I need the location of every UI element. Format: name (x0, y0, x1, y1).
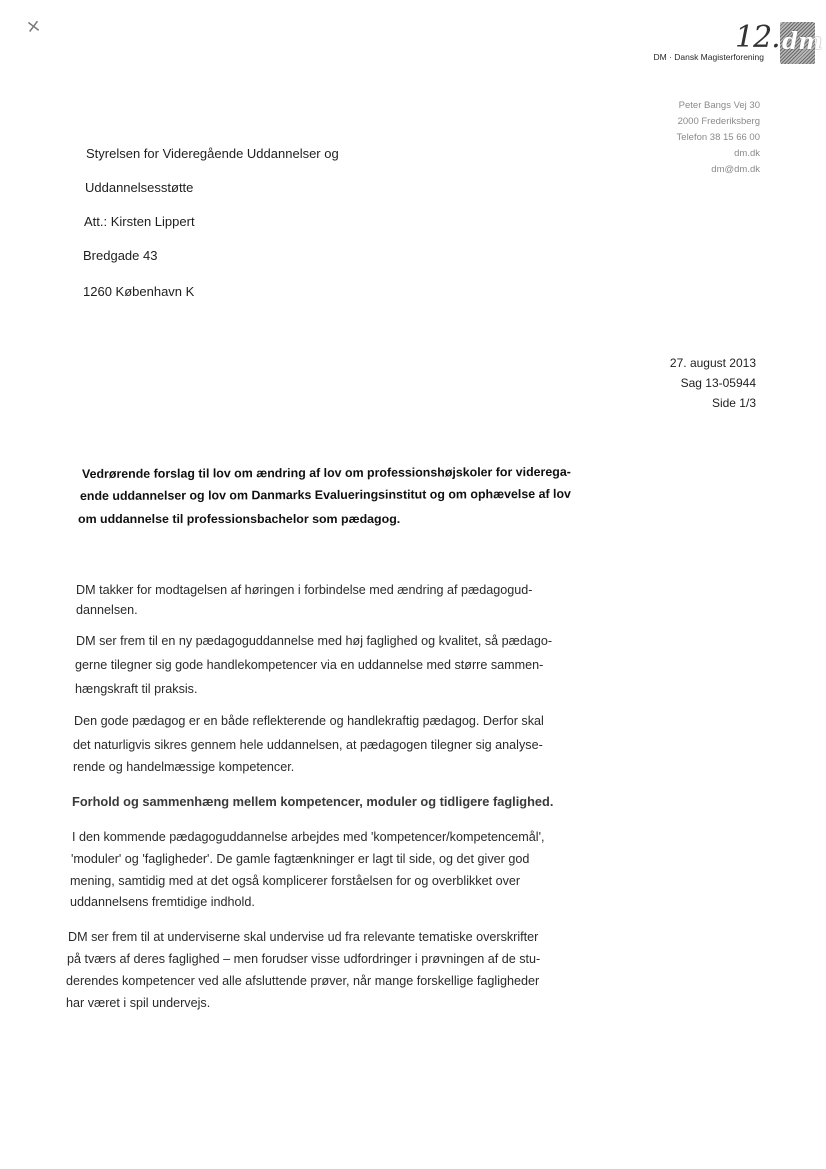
paragraph-line: gerne tilegner sig gode handlekompetencer via en uddannelse med større sammen- (75, 658, 544, 672)
paragraph-line: på tværs af deres faglighed – men forudser visse udfordringer i prøvningen af de stu- (67, 952, 541, 966)
section-heading: Forhold og sammenhæng mellem kompetencer, moduler og tidligere faglighed. (72, 794, 554, 809)
dm-logo-icon (780, 22, 823, 64)
address-city: 2000 Frederiksberg (677, 116, 760, 127)
address-street: Peter Bangs Vej 30 (678, 100, 760, 111)
handwritten-page-number: 12. (735, 20, 780, 55)
paragraph-line: I den kommende pædagoguddannelse arbejdes med 'kompetencer/kompetencemål', (72, 830, 545, 844)
recipient-line: Bredgade 43 (83, 248, 158, 263)
sender-address (677, 98, 760, 178)
recipient-line: Att.: Kirsten Lippert (84, 214, 195, 229)
paragraph-line: DM ser frem til en ny pædagoguddannelse med høj faglighed og kvalitet, så pædago- (76, 634, 553, 648)
address-website: dm.dk (734, 148, 760, 159)
recipient-line: 1260 København K (83, 284, 195, 299)
paragraph-line: 'moduler' og 'fagligheder'. De gamle fagtænkninger er lagt til side, og det giver god (71, 852, 530, 866)
paragraph-line: DM ser frem til at underviserne skal undervise ud fra relevante tematiske overskrifter (68, 930, 539, 944)
paragraph-line: har været i spil undervejs. (66, 996, 211, 1010)
paragraph-line: DM takker for modtagelsen af høringen i forbindelse med ændring af pædagogud- (76, 583, 533, 597)
case-number: Sag 13-05944 (680, 376, 756, 390)
logo-text: dm (782, 28, 823, 55)
organization-name: DM · Dansk Magisterforening (653, 52, 764, 62)
paragraph-line: Den gode pædagog er en både reflekterende og handlekraftig pædagog. Derfor skal (74, 714, 544, 728)
paragraph-line: derendes kompetencer ved alle afsluttende prøver, når mange forskellige fagligheder (66, 974, 540, 988)
paragraph-line: dannelsen. (76, 603, 138, 617)
paragraph-line: uddannelsens fremtidige indhold. (70, 895, 255, 909)
paragraph-line: det naturligvis sikres gennem hele uddannelsen, at pædagogen tilegner sig analyse- (73, 738, 543, 752)
address-email: dm@dm.dk (711, 164, 760, 175)
subject-line: Vedrørende forslag til lov om ændring af lov om professionshøjskoler for viderega- (81, 464, 571, 481)
subject-line: ende uddannelser og lov om Danmarks Evalueringsinstitut og om ophævelse af lov (79, 486, 571, 503)
address-phone: Telefon 38 15 66 00 (676, 132, 760, 143)
page-indicator: Side 1/3 (711, 396, 756, 410)
subject-line: om uddannelse til professionsbachelor som pædagog. (78, 512, 401, 526)
paragraph-line: hængskraft til praksis. (75, 682, 198, 696)
recipient-line: Styrelsen for Videregående Uddannelser og (86, 146, 339, 161)
paragraph-line: rende og handelmæssige kompetencer. (73, 760, 295, 774)
paragraph-line: mening, samtidig med at det også komplicerer forståelsen for og overblikket over (70, 874, 521, 888)
letter-date: 27. august 2013 (669, 356, 756, 370)
corner-mark: × (24, 15, 43, 38)
recipient-line: Uddannelsesstøtte (85, 180, 194, 195)
